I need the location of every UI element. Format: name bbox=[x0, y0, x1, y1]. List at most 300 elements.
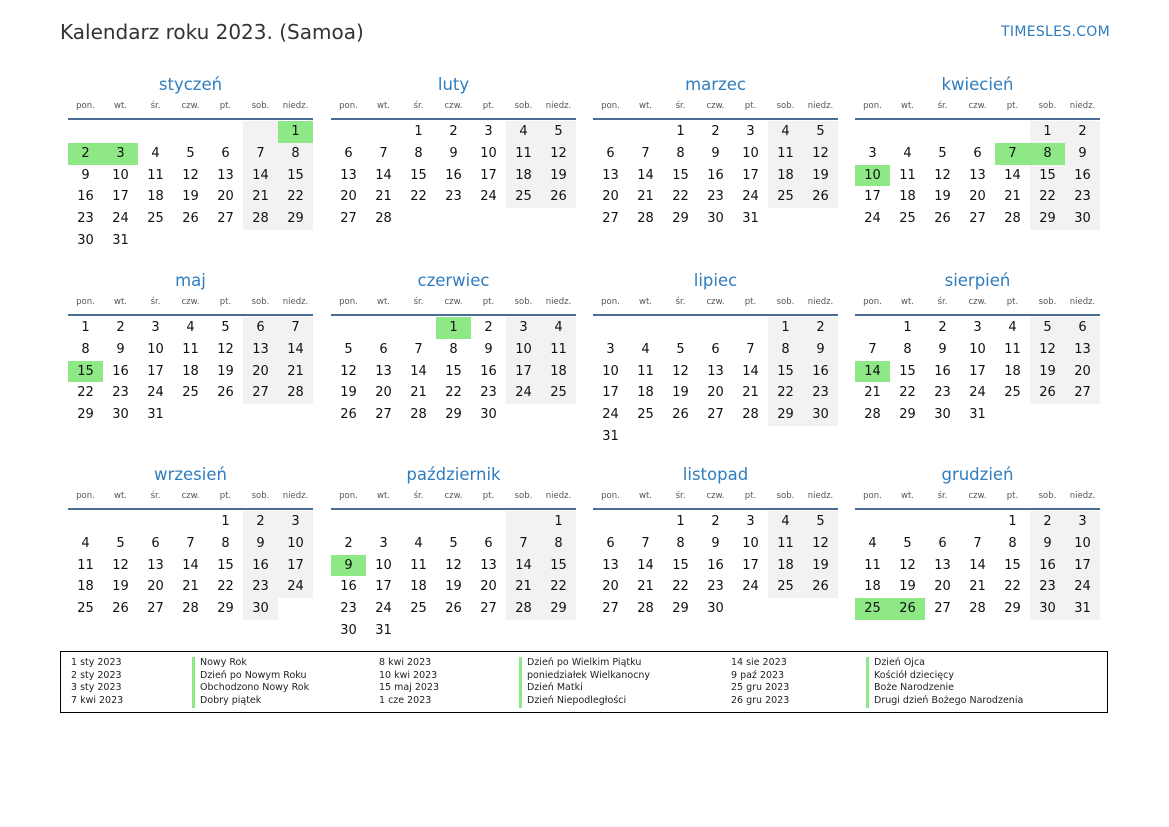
day-cell[interactable]: 20 bbox=[969, 189, 986, 205]
day-cell[interactable]: 14 bbox=[410, 363, 427, 379]
day-cell[interactable]: 18 bbox=[410, 579, 427, 595]
day-cell[interactable]: 5 bbox=[903, 535, 912, 551]
day-cell[interactable]: 13 bbox=[602, 167, 619, 183]
day-cell[interactable]: 16 bbox=[707, 167, 724, 183]
brand-link[interactable]: TIMESLES.COM bbox=[1001, 24, 1110, 40]
day-cell[interactable]: 15 bbox=[899, 363, 916, 379]
day-cell[interactable]: 22 bbox=[672, 189, 689, 205]
day-cell[interactable]: 23 bbox=[803, 382, 838, 404]
day-cell[interactable]: 6 bbox=[243, 317, 278, 339]
day-cell[interactable]: 30 bbox=[340, 622, 357, 638]
day-cell[interactable]: 26 bbox=[541, 186, 576, 208]
day-cell[interactable]: 26 bbox=[803, 186, 838, 208]
day-cell[interactable]: 8 bbox=[903, 341, 912, 357]
holiday-day-cell[interactable]: 14 bbox=[855, 361, 890, 383]
day-cell[interactable]: 11 bbox=[541, 339, 576, 361]
day-cell[interactable]: 14 bbox=[637, 557, 654, 573]
day-cell[interactable]: 26 bbox=[803, 576, 838, 598]
day-cell[interactable]: 9 bbox=[243, 533, 278, 555]
day-cell[interactable]: 18 bbox=[182, 363, 199, 379]
day-cell[interactable]: 4 bbox=[641, 341, 650, 357]
day-cell[interactable]: 18 bbox=[147, 189, 164, 205]
day-cell[interactable]: 13 bbox=[480, 557, 497, 573]
day-cell[interactable]: 17 bbox=[1065, 555, 1100, 577]
day-cell[interactable]: 24 bbox=[742, 579, 759, 595]
day-cell[interactable]: 18 bbox=[864, 579, 881, 595]
day-cell[interactable]: 6 bbox=[151, 535, 160, 551]
day-cell[interactable]: 17 bbox=[864, 189, 881, 205]
day-cell[interactable]: 7 bbox=[973, 535, 982, 551]
day-cell[interactable]: 21 bbox=[637, 189, 654, 205]
day-cell[interactable]: 29 bbox=[672, 601, 689, 617]
holiday-day-cell[interactable]: 3 bbox=[103, 143, 138, 165]
day-cell[interactable]: 12 bbox=[899, 557, 916, 573]
day-cell[interactable]: 28 bbox=[243, 208, 278, 230]
day-cell[interactable]: 15 bbox=[672, 557, 689, 573]
day-cell[interactable]: 30 bbox=[480, 407, 497, 423]
day-cell[interactable]: 11 bbox=[864, 557, 881, 573]
day-cell[interactable]: 1 bbox=[221, 514, 230, 529]
day-cell[interactable]: 22 bbox=[445, 385, 462, 401]
holiday-day-cell[interactable]: 15 bbox=[68, 361, 103, 383]
day-cell[interactable]: 16 bbox=[1065, 165, 1100, 187]
day-cell[interactable]: 1 bbox=[1008, 514, 1017, 529]
holiday-day-cell[interactable]: 10 bbox=[855, 165, 890, 187]
day-cell[interactable]: 24 bbox=[742, 189, 759, 205]
day-cell[interactable]: 22 bbox=[768, 382, 803, 404]
day-cell[interactable]: 30 bbox=[77, 232, 94, 248]
day-cell[interactable]: 18 bbox=[768, 555, 803, 577]
day-cell[interactable]: 20 bbox=[340, 189, 357, 205]
day-cell[interactable]: 25 bbox=[77, 601, 94, 617]
day-cell[interactable]: 12 bbox=[934, 167, 951, 183]
day-cell[interactable]: 15 bbox=[445, 363, 462, 379]
day-cell[interactable]: 19 bbox=[803, 555, 838, 577]
day-cell[interactable]: 12 bbox=[803, 533, 838, 555]
day-cell[interactable]: 3 bbox=[484, 124, 493, 139]
day-cell[interactable]: 7 bbox=[506, 533, 541, 555]
day-cell[interactable]: 20 bbox=[707, 385, 724, 401]
day-cell[interactable]: 15 bbox=[672, 167, 689, 183]
day-cell[interactable]: 27 bbox=[375, 407, 392, 423]
holiday-day-cell[interactable]: 1 bbox=[436, 317, 471, 339]
day-cell[interactable]: 8 bbox=[676, 145, 685, 161]
day-cell[interactable]: 27 bbox=[340, 211, 357, 227]
day-cell[interactable]: 8 bbox=[81, 341, 90, 357]
day-cell[interactable]: 16 bbox=[112, 363, 129, 379]
day-cell[interactable]: 5 bbox=[938, 145, 947, 161]
day-cell[interactable]: 25 bbox=[541, 382, 576, 404]
day-cell[interactable]: 7 bbox=[868, 341, 877, 357]
day-cell[interactable]: 13 bbox=[934, 557, 951, 573]
day-cell[interactable]: 10 bbox=[480, 145, 497, 161]
day-cell[interactable]: 11 bbox=[768, 143, 803, 165]
day-cell[interactable]: 5 bbox=[116, 535, 125, 551]
day-cell[interactable]: 22 bbox=[541, 576, 576, 598]
day-cell[interactable]: 12 bbox=[112, 557, 129, 573]
day-cell[interactable]: 6 bbox=[221, 145, 230, 161]
day-cell[interactable]: 2 bbox=[711, 124, 720, 139]
day-cell[interactable]: 31 bbox=[602, 428, 619, 444]
day-cell[interactable]: 13 bbox=[217, 167, 234, 183]
day-cell[interactable]: 19 bbox=[182, 189, 199, 205]
day-cell[interactable]: 27 bbox=[934, 601, 951, 617]
day-cell[interactable]: 20 bbox=[602, 579, 619, 595]
day-cell[interactable]: 29 bbox=[1004, 601, 1021, 617]
day-cell[interactable]: 13 bbox=[707, 363, 724, 379]
day-cell[interactable]: 4 bbox=[541, 317, 576, 339]
day-cell[interactable]: 21 bbox=[969, 579, 986, 595]
day-cell[interactable]: 14 bbox=[1004, 167, 1021, 183]
day-cell[interactable]: 5 bbox=[803, 511, 838, 533]
day-cell[interactable]: 10 bbox=[278, 533, 313, 555]
day-cell[interactable]: 31 bbox=[969, 407, 986, 423]
day-cell[interactable]: 13 bbox=[340, 167, 357, 183]
day-cell[interactable]: 9 bbox=[803, 339, 838, 361]
day-cell[interactable]: 18 bbox=[541, 361, 576, 383]
day-cell[interactable]: 21 bbox=[1004, 189, 1021, 205]
day-cell[interactable]: 7 bbox=[243, 143, 278, 165]
day-cell[interactable]: 19 bbox=[934, 189, 951, 205]
day-cell[interactable]: 20 bbox=[147, 579, 164, 595]
day-cell[interactable]: 4 bbox=[81, 535, 90, 551]
day-cell[interactable]: 10 bbox=[742, 535, 759, 551]
day-cell[interactable]: 18 bbox=[1004, 363, 1021, 379]
day-cell[interactable]: 20 bbox=[1065, 361, 1100, 383]
day-cell[interactable]: 3 bbox=[151, 320, 160, 335]
day-cell[interactable]: 31 bbox=[742, 211, 759, 227]
day-cell[interactable]: 15 bbox=[217, 557, 234, 573]
day-cell[interactable]: 15 bbox=[768, 361, 803, 383]
day-cell[interactable]: 30 bbox=[934, 407, 951, 423]
day-cell[interactable]: 8 bbox=[1008, 535, 1017, 551]
day-cell[interactable]: 2 bbox=[1065, 121, 1100, 143]
day-cell[interactable]: 13 bbox=[969, 167, 986, 183]
day-cell[interactable]: 22 bbox=[1004, 579, 1021, 595]
day-cell[interactable]: 27 bbox=[1065, 382, 1100, 404]
day-cell[interactable]: 21 bbox=[506, 576, 541, 598]
day-cell[interactable]: 15 bbox=[541, 555, 576, 577]
day-cell[interactable]: 18 bbox=[637, 385, 654, 401]
day-cell[interactable]: 14 bbox=[506, 555, 541, 577]
day-cell[interactable]: 24 bbox=[864, 211, 881, 227]
day-cell[interactable]: 21 bbox=[375, 189, 392, 205]
day-cell[interactable]: 27 bbox=[243, 382, 278, 404]
day-cell[interactable]: 17 bbox=[375, 579, 392, 595]
day-cell[interactable]: 23 bbox=[707, 189, 724, 205]
day-cell[interactable]: 11 bbox=[147, 167, 164, 183]
day-cell[interactable]: 16 bbox=[243, 555, 278, 577]
day-cell[interactable]: 5 bbox=[1030, 317, 1065, 339]
day-cell[interactable]: 23 bbox=[243, 576, 278, 598]
day-cell[interactable]: 29 bbox=[1030, 208, 1065, 230]
day-cell[interactable]: 20 bbox=[217, 189, 234, 205]
day-cell[interactable]: 11 bbox=[768, 533, 803, 555]
day-cell[interactable]: 25 bbox=[410, 601, 427, 617]
day-cell[interactable]: 9 bbox=[116, 341, 125, 357]
day-cell[interactable]: 26 bbox=[445, 601, 462, 617]
day-cell[interactable]: 6 bbox=[344, 145, 353, 161]
day-cell[interactable]: 4 bbox=[151, 145, 160, 161]
day-cell[interactable]: 25 bbox=[182, 385, 199, 401]
day-cell[interactable]: 9 bbox=[484, 341, 493, 357]
day-cell[interactable]: 28 bbox=[742, 407, 759, 423]
day-cell[interactable]: 23 bbox=[445, 189, 462, 205]
day-cell[interactable]: 20 bbox=[375, 385, 392, 401]
day-cell[interactable]: 25 bbox=[506, 186, 541, 208]
day-cell[interactable]: 7 bbox=[641, 535, 650, 551]
day-cell[interactable]: 24 bbox=[278, 576, 313, 598]
day-cell[interactable]: 16 bbox=[445, 167, 462, 183]
day-cell[interactable]: 27 bbox=[969, 211, 986, 227]
day-cell[interactable]: 17 bbox=[147, 363, 164, 379]
day-cell[interactable]: 23 bbox=[112, 385, 129, 401]
day-cell[interactable]: 22 bbox=[410, 189, 427, 205]
day-cell[interactable]: 10 bbox=[969, 341, 986, 357]
day-cell[interactable]: 25 bbox=[768, 576, 803, 598]
day-cell[interactable]: 27 bbox=[217, 211, 234, 227]
day-cell[interactable]: 27 bbox=[602, 211, 619, 227]
day-cell[interactable]: 22 bbox=[899, 385, 916, 401]
day-cell[interactable]: 12 bbox=[217, 341, 234, 357]
day-cell[interactable]: 25 bbox=[768, 186, 803, 208]
day-cell[interactable]: 14 bbox=[182, 557, 199, 573]
day-cell[interactable]: 17 bbox=[480, 167, 497, 183]
day-cell[interactable]: 24 bbox=[480, 189, 497, 205]
day-cell[interactable]: 3 bbox=[278, 511, 313, 533]
day-cell[interactable]: 25 bbox=[899, 211, 916, 227]
day-cell[interactable]: 17 bbox=[278, 555, 313, 577]
day-cell[interactable]: 10 bbox=[375, 557, 392, 573]
day-cell[interactable]: 2 bbox=[243, 511, 278, 533]
day-cell[interactable]: 9 bbox=[711, 145, 720, 161]
day-cell[interactable]: 19 bbox=[803, 165, 838, 187]
day-cell[interactable]: 13 bbox=[147, 557, 164, 573]
day-cell[interactable]: 20 bbox=[243, 361, 278, 383]
day-cell[interactable]: 23 bbox=[934, 385, 951, 401]
day-cell[interactable]: 12 bbox=[340, 363, 357, 379]
day-cell[interactable]: 21 bbox=[864, 385, 881, 401]
day-cell[interactable]: 8 bbox=[768, 339, 803, 361]
day-cell[interactable]: 19 bbox=[899, 579, 916, 595]
day-cell[interactable]: 28 bbox=[637, 601, 654, 617]
day-cell[interactable]: 3 bbox=[606, 341, 615, 357]
day-cell[interactable]: 2 bbox=[344, 535, 353, 551]
day-cell[interactable]: 17 bbox=[506, 361, 541, 383]
day-cell[interactable]: 11 bbox=[77, 557, 94, 573]
day-cell[interactable]: 29 bbox=[217, 601, 234, 617]
day-cell[interactable]: 16 bbox=[707, 557, 724, 573]
day-cell[interactable]: 29 bbox=[77, 407, 94, 423]
day-cell[interactable]: 3 bbox=[868, 145, 877, 161]
day-cell[interactable]: 22 bbox=[217, 579, 234, 595]
day-cell[interactable]: 1 bbox=[1030, 121, 1065, 143]
day-cell[interactable]: 18 bbox=[899, 189, 916, 205]
day-cell[interactable]: 24 bbox=[506, 382, 541, 404]
day-cell[interactable]: 28 bbox=[637, 211, 654, 227]
day-cell[interactable]: 25 bbox=[1004, 385, 1021, 401]
day-cell[interactable]: 6 bbox=[1065, 317, 1100, 339]
day-cell[interactable]: 27 bbox=[707, 407, 724, 423]
day-cell[interactable]: 8 bbox=[541, 533, 576, 555]
day-cell[interactable]: 1 bbox=[676, 514, 685, 529]
day-cell[interactable]: 21 bbox=[410, 385, 427, 401]
day-cell[interactable]: 6 bbox=[938, 535, 947, 551]
day-cell[interactable]: 11 bbox=[899, 167, 916, 183]
day-cell[interactable]: 15 bbox=[1004, 557, 1021, 573]
holiday-day-cell[interactable]: 7 bbox=[995, 143, 1030, 165]
day-cell[interactable]: 20 bbox=[934, 579, 951, 595]
day-cell[interactable]: 20 bbox=[480, 579, 497, 595]
day-cell[interactable]: 26 bbox=[1030, 382, 1065, 404]
day-cell[interactable]: 23 bbox=[1065, 186, 1100, 208]
day-cell[interactable]: 19 bbox=[112, 579, 129, 595]
day-cell[interactable]: 16 bbox=[934, 363, 951, 379]
day-cell[interactable]: 13 bbox=[243, 339, 278, 361]
day-cell[interactable]: 4 bbox=[768, 121, 803, 143]
day-cell[interactable]: 30 bbox=[112, 407, 129, 423]
day-cell[interactable]: 26 bbox=[934, 211, 951, 227]
day-cell[interactable]: 24 bbox=[1065, 576, 1100, 598]
day-cell[interactable]: 19 bbox=[541, 165, 576, 187]
day-cell[interactable]: 5 bbox=[186, 145, 195, 161]
day-cell[interactable]: 1 bbox=[81, 320, 90, 335]
day-cell[interactable]: 14 bbox=[637, 167, 654, 183]
day-cell[interactable]: 31 bbox=[1065, 598, 1100, 620]
day-cell[interactable]: 16 bbox=[1030, 555, 1065, 577]
day-cell[interactable]: 3 bbox=[746, 514, 755, 529]
day-cell[interactable]: 8 bbox=[414, 145, 423, 161]
day-cell[interactable]: 14 bbox=[375, 167, 392, 183]
day-cell[interactable]: 7 bbox=[641, 145, 650, 161]
day-cell[interactable]: 6 bbox=[606, 535, 615, 551]
day-cell[interactable]: 29 bbox=[541, 598, 576, 620]
day-cell[interactable]: 15 bbox=[278, 165, 313, 187]
day-cell[interactable]: 26 bbox=[112, 601, 129, 617]
day-cell[interactable]: 16 bbox=[803, 361, 838, 383]
day-cell[interactable]: 10 bbox=[147, 341, 164, 357]
day-cell[interactable]: 19 bbox=[445, 579, 462, 595]
day-cell[interactable]: 2 bbox=[116, 320, 125, 335]
day-cell[interactable]: 21 bbox=[742, 385, 759, 401]
day-cell[interactable]: 30 bbox=[243, 598, 278, 620]
day-cell[interactable]: 10 bbox=[742, 145, 759, 161]
holiday-day-cell[interactable]: 1 bbox=[278, 121, 313, 143]
day-cell[interactable]: 24 bbox=[112, 211, 129, 227]
day-cell[interactable]: 3 bbox=[1065, 511, 1100, 533]
day-cell[interactable]: 4 bbox=[768, 511, 803, 533]
holiday-day-cell[interactable]: 25 bbox=[855, 598, 890, 620]
day-cell[interactable]: 23 bbox=[77, 211, 94, 227]
day-cell[interactable]: 22 bbox=[77, 385, 94, 401]
day-cell[interactable]: 3 bbox=[379, 535, 388, 551]
day-cell[interactable]: 5 bbox=[449, 535, 458, 551]
day-cell[interactable]: 11 bbox=[1004, 341, 1021, 357]
day-cell[interactable]: 26 bbox=[672, 407, 689, 423]
day-cell[interactable]: 21 bbox=[637, 579, 654, 595]
day-cell[interactable]: 9 bbox=[1065, 143, 1100, 165]
day-cell[interactable]: 29 bbox=[445, 407, 462, 423]
day-cell[interactable]: 24 bbox=[602, 407, 619, 423]
day-cell[interactable]: 19 bbox=[340, 385, 357, 401]
day-cell[interactable]: 4 bbox=[506, 121, 541, 143]
day-cell[interactable]: 28 bbox=[375, 211, 392, 227]
day-cell[interactable]: 11 bbox=[506, 143, 541, 165]
day-cell[interactable]: 29 bbox=[278, 208, 313, 230]
day-cell[interactable]: 24 bbox=[147, 385, 164, 401]
day-cell[interactable]: 30 bbox=[707, 211, 724, 227]
day-cell[interactable]: 6 bbox=[711, 341, 720, 357]
day-cell[interactable]: 12 bbox=[803, 143, 838, 165]
day-cell[interactable]: 8 bbox=[221, 535, 230, 551]
day-cell[interactable]: 25 bbox=[637, 407, 654, 423]
day-cell[interactable]: 8 bbox=[449, 341, 458, 357]
day-cell[interactable]: 3 bbox=[746, 124, 755, 139]
day-cell[interactable]: 27 bbox=[147, 601, 164, 617]
day-cell[interactable]: 21 bbox=[243, 186, 278, 208]
day-cell[interactable]: 17 bbox=[742, 557, 759, 573]
day-cell[interactable]: 28 bbox=[1004, 211, 1021, 227]
day-cell[interactable]: 1 bbox=[768, 317, 803, 339]
holiday-day-cell[interactable]: 2 bbox=[68, 143, 103, 165]
day-cell[interactable]: 6 bbox=[606, 145, 615, 161]
day-cell[interactable]: 5 bbox=[221, 320, 230, 335]
day-cell[interactable]: 7 bbox=[414, 341, 423, 357]
day-cell[interactable]: 9 bbox=[1030, 533, 1065, 555]
day-cell[interactable]: 4 bbox=[868, 535, 877, 551]
holiday-day-cell[interactable]: 8 bbox=[1030, 143, 1065, 165]
holiday-day-cell[interactable]: 26 bbox=[890, 598, 925, 620]
day-cell[interactable]: 17 bbox=[742, 167, 759, 183]
day-cell[interactable]: 30 bbox=[803, 404, 838, 426]
day-cell[interactable]: 27 bbox=[602, 601, 619, 617]
day-cell[interactable]: 6 bbox=[484, 535, 493, 551]
day-cell[interactable]: 7 bbox=[278, 317, 313, 339]
day-cell[interactable]: 19 bbox=[672, 385, 689, 401]
day-cell[interactable]: 5 bbox=[344, 341, 353, 357]
day-cell[interactable]: 6 bbox=[379, 341, 388, 357]
day-cell[interactable]: 28 bbox=[278, 382, 313, 404]
day-cell[interactable]: 31 bbox=[147, 407, 164, 423]
day-cell[interactable]: 14 bbox=[278, 339, 313, 361]
day-cell[interactable]: 28 bbox=[182, 601, 199, 617]
day-cell[interactable]: 10 bbox=[602, 363, 619, 379]
day-cell[interactable]: 16 bbox=[340, 579, 357, 595]
day-cell[interactable]: 19 bbox=[1030, 361, 1065, 383]
day-cell[interactable]: 8 bbox=[676, 535, 685, 551]
day-cell[interactable]: 8 bbox=[278, 143, 313, 165]
day-cell[interactable]: 29 bbox=[672, 211, 689, 227]
day-cell[interactable]: 2 bbox=[803, 317, 838, 339]
day-cell[interactable]: 31 bbox=[375, 622, 392, 638]
day-cell[interactable]: 16 bbox=[480, 363, 497, 379]
day-cell[interactable]: 9 bbox=[449, 145, 458, 161]
day-cell[interactable]: 22 bbox=[672, 579, 689, 595]
day-cell[interactable]: 26 bbox=[217, 385, 234, 401]
day-cell[interactable]: 21 bbox=[182, 579, 199, 595]
day-cell[interactable]: 23 bbox=[1030, 576, 1065, 598]
day-cell[interactable]: 17 bbox=[602, 385, 619, 401]
day-cell[interactable]: 30 bbox=[1030, 598, 1065, 620]
day-cell[interactable]: 6 bbox=[973, 145, 982, 161]
day-cell[interactable]: 4 bbox=[903, 145, 912, 161]
day-cell[interactable]: 9 bbox=[81, 167, 90, 183]
day-cell[interactable]: 10 bbox=[1065, 533, 1100, 555]
day-cell[interactable]: 23 bbox=[340, 601, 357, 617]
day-cell[interactable]: 11 bbox=[637, 363, 654, 379]
day-cell[interactable]: 27 bbox=[480, 601, 497, 617]
day-cell[interactable]: 12 bbox=[182, 167, 199, 183]
